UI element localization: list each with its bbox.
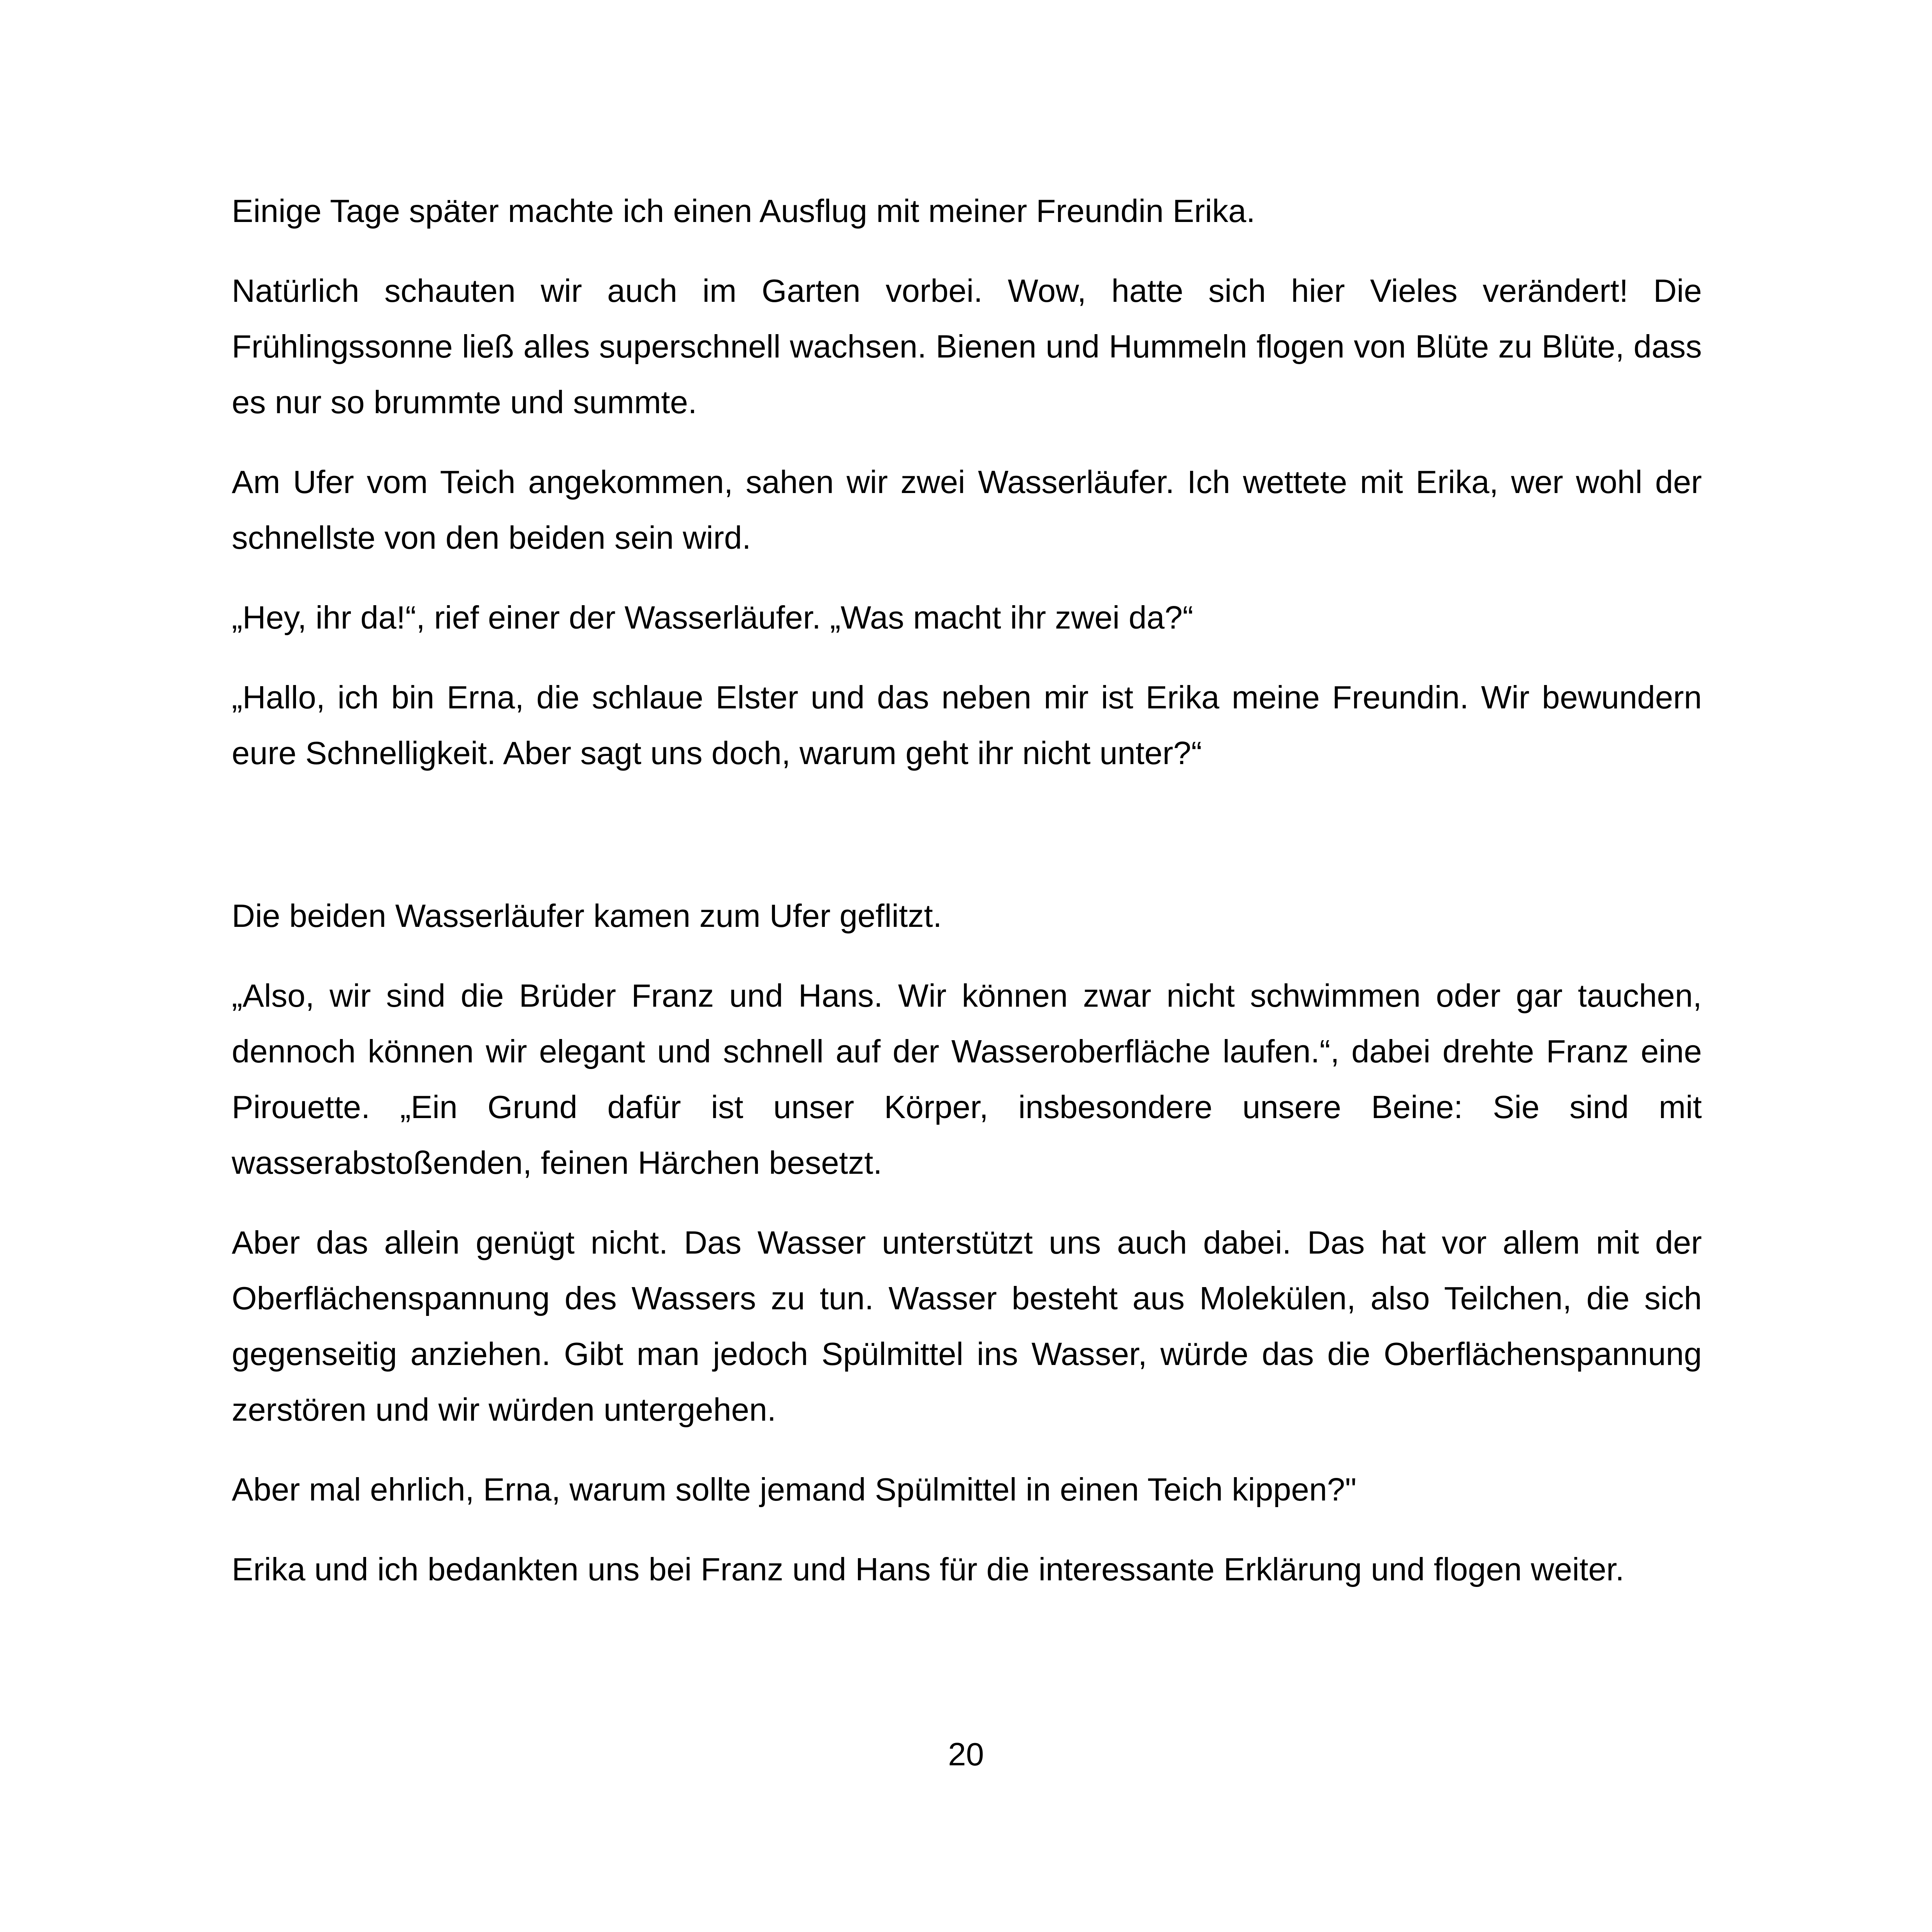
paragraph-garden: Natürlich schauten wir auch im Garten vorbei. Wow, hatte sich hier Vieles verändert! Die Frühlingssonne ließ alles superschnell wachsen. Bienen und Hummeln flogen von Blüte zu Blüte, dass es nur so brummte und summte. (232, 273, 1702, 420)
paragraph-excursion-intro: Einige Tage später machte ich einen Ausflug mit meiner Freundin Erika. (232, 193, 1256, 229)
paragraph-striders-arrive: Die beiden Wasserläufer kamen zum Ufer geflitzt. (232, 898, 942, 934)
paragraph-surface-tension: Aber das allein genügt nicht. Das Wasser unterstützt uns auch dabei. Das hat vor allem mit der Oberflächenspannung des Wassers zu tun. Wasser besteht aus Molekülen, also Teilchen, die sich gegenseitig anziehen. Gibt man jedoch Spülmittel ins Wasser, würde das die Oberflächenspannung zerstören und wir würden untergehen. (232, 1224, 1702, 1428)
paragraph-erna-greeting: „Hallo, ich bin Erna, die schlaue Elster und das neben mir ist Erika meine Freundin. Wir bewundern eure Schnelligkeit. Aber sagt uns doch, warum geht ihr nicht unter?“ (232, 679, 1702, 771)
paragraph-water-strider-call: „Hey, ihr da!“, rief einer der Wasserläufer. „Was macht ihr zwei da?“ (232, 599, 1194, 636)
text-section-1 (232, 183, 1702, 781)
paragraph-thanks: Erika und ich bedankten uns bei Franz und Hans für die interessante Erklärung und flogen weiter. (232, 1551, 1624, 1587)
page-number: 20 (948, 1736, 984, 1772)
paragraph-franz-hans-intro: „Also, wir sind die Brüder Franz und Hans. Wir können zwar nicht schwimmen oder gar tauchen, dennoch können wir elegant und schnell auf der Wasseroberfläche laufen.“, dabei drehte Franz eine Pirouette. „Ein Grund dafür ist unser Körper, insbesondere unsere Beine: Sie sind mit wasserabstoßenden, feinen Härchen besetzt. (232, 977, 1702, 1181)
text-section-2 (232, 888, 1702, 1597)
paragraph-pond-shore: Am Ufer vom Teich angekommen, sahen wir zwei Wasserläufer. Ich wettete mit Erika, wer wohl der schnellste von den beiden sein wird. (232, 464, 1702, 556)
paragraph-dish-soap-question: Aber mal ehrlich, Erna, warum sollte jemand Spülmittel in einen Teich kippen?" (232, 1471, 1357, 1508)
